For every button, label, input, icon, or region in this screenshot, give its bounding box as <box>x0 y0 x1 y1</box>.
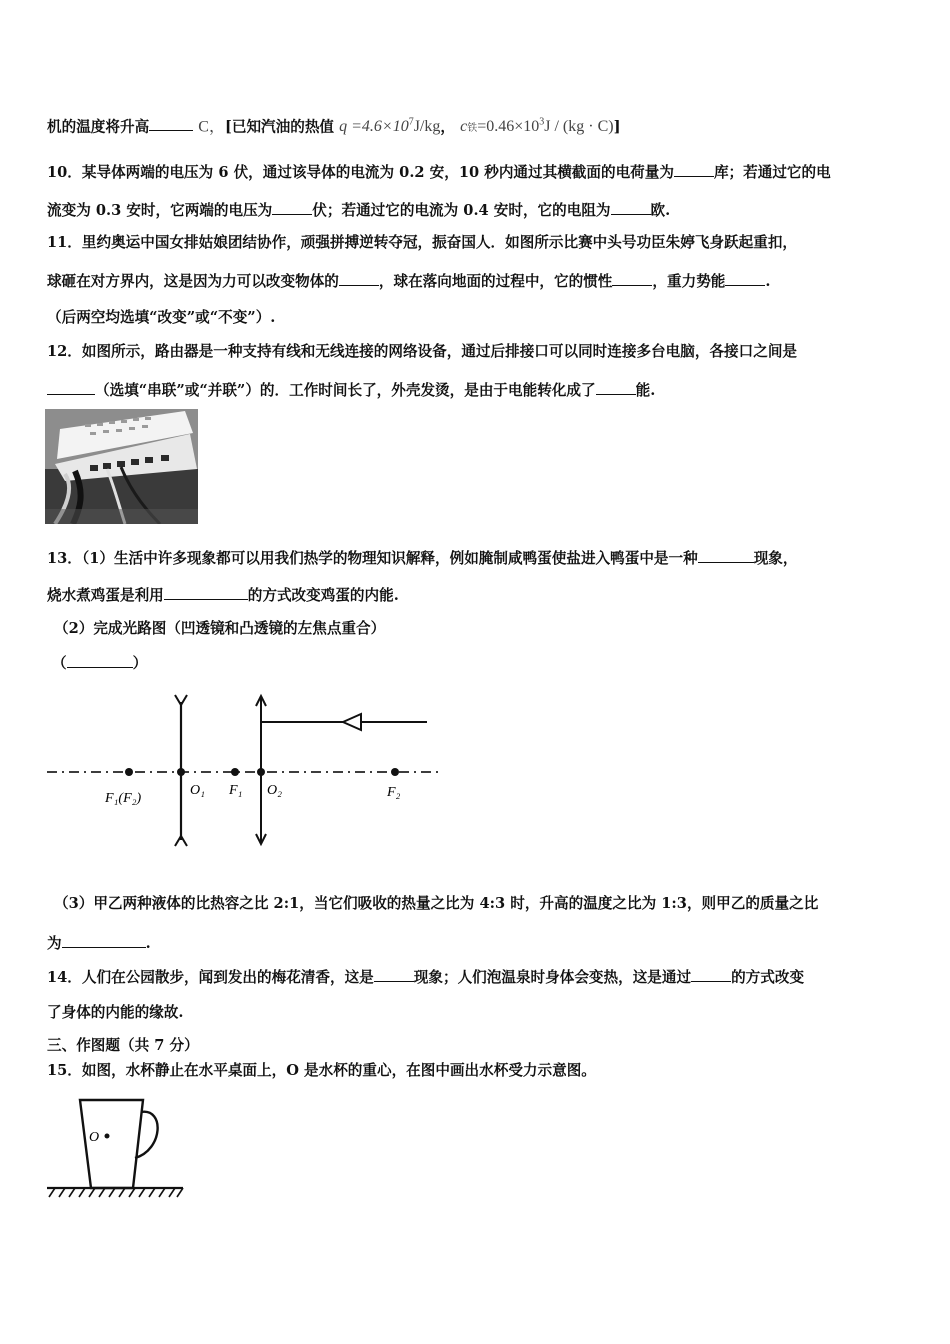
q13-line1: 13．（1）生活中许多现象都可以用我们热学的物理知识解释，例如腌制咸鸭蛋使盐进入鸭蛋中是一种 现象， <box>47 550 798 567</box>
q10-line1: 10．某导体两端的电压为 6 伏，通过该导体的电流为 0.2 安，10 秒内通过其横截面的电荷量为 库；若通过它的电 <box>47 164 831 181</box>
lens-diagram <box>45 690 445 850</box>
label-f1f2: F₁(F₂) <box>105 791 142 806</box>
label-o2: O₂ <box>267 783 282 798</box>
label-f1: F₁ <box>229 783 243 798</box>
q13-line2: 烧水煮鸡蛋是利用 的方式改变鸡蛋的内能. <box>47 587 399 604</box>
q14-blank-phenomenon[interactable] <box>374 967 414 982</box>
q11-line3: （后两空均选填“改变”或“不变”）. <box>47 309 276 326</box>
router-photo <box>45 409 198 524</box>
q9-line: 机的温度将升高 C，[已知汽油的热值 $q =4.6\times 10^7J/kg$， c铁$=0.46\times 10^3J / (kg \cdot C)$] <box>47 117 621 136</box>
point-f2 <box>391 768 399 776</box>
q10-line2: 流变为 0.3 安时，它两端的电压为 伏；若通过它的电流为 0.4 安时，它的电阻为 欧. <box>47 202 671 219</box>
table-surface <box>47 1188 183 1197</box>
q9-q-formula: $q =4.6\times 10^7J/kg$ <box>339 117 441 136</box>
cup-diagram <box>45 1092 190 1202</box>
q13-answer-blank[interactable] <box>67 653 133 668</box>
point-o2 <box>257 768 265 776</box>
section-title: 三、作图题（共 7 分） <box>47 1037 199 1054</box>
q14-line2: 了身体的内能的缘故. <box>47 1004 184 1021</box>
router-photo-svg <box>45 409 198 524</box>
q11-blank-inertia[interactable] <box>612 271 652 286</box>
q9-text: 机的温度将升高 <box>47 118 150 136</box>
q9-c-formula: c铁$=0.46\times 10^3J / (kg \cdot C)$ <box>460 117 614 136</box>
lens-diagram-svg <box>45 690 445 850</box>
q13-line4: （ ） <box>52 655 148 672</box>
label-f2: F₂ <box>387 785 401 800</box>
q13-blank-method[interactable] <box>164 585 248 600</box>
q10-blank-resistance[interactable] <box>611 200 651 215</box>
q14-blank-method[interactable] <box>691 967 731 982</box>
q12-line1: 12．如图所示，路由器是一种支持有线和无线连接的网络设备，通过后排接口可以同时连接多台电脑，各接口之间是 <box>47 343 798 360</box>
q13-blank-phenomenon[interactable] <box>698 548 754 563</box>
q13-blank-mass-ratio[interactable] <box>62 933 146 948</box>
q15-line1: 15．如图，水杯静止在水平桌面上，O 是水杯的重心，在图中画出水杯受力示意图。 <box>47 1062 596 1079</box>
q13-line3: （2）完成光路图（凹透镜和凸透镜的左焦点重合） <box>54 620 386 637</box>
q10-blank-charge[interactable] <box>674 162 714 177</box>
q11-blank-motion[interactable] <box>339 271 379 286</box>
label-o1: O₁ <box>190 783 205 798</box>
q12-blank-energy[interactable] <box>596 380 636 395</box>
q10-blank-voltage[interactable] <box>272 200 312 215</box>
q11-blank-energy[interactable] <box>725 271 765 286</box>
point-f1f2 <box>125 768 133 776</box>
q9-given: [已知汽油的热值 <box>224 118 335 136</box>
q11-line1: 11．里约奥运中国女排姑娘团结协作，顽强拼搏逆转夺冠，振奋国人．如图所示比赛中头号功臣朱婷飞身跃起重扣， <box>47 234 798 251</box>
q14-line1: 14．人们在公园散步，闻到发出的梅花清香，这是 现象；人们泡温泉时身体会变热，这是通过 的方式改变 <box>47 969 805 986</box>
center-of-gravity <box>105 1134 110 1139</box>
point-f1 <box>231 768 239 776</box>
q9-unit: C， <box>198 118 225 136</box>
q13-line6: 为 . <box>47 935 151 952</box>
label-o: O <box>89 1130 100 1145</box>
q12-blank-connection[interactable] <box>47 380 95 395</box>
q9-blank-temperature[interactable] <box>149 116 193 131</box>
q11-line2: 球砸在对方界内，这是因为力可以改变物体的 ，球在落向地面的过程中，它的惯性 ，重力势能 . <box>47 273 771 290</box>
cup-diagram-svg <box>45 1092 190 1202</box>
q13-line5: （3）甲乙两种液体的比热容之比 2:1，当它们吸收的热量之比为 4:3 时，升高的温度之比为 1:3，则甲乙的质量之比 <box>54 895 819 912</box>
incident-ray <box>261 714 427 730</box>
q12-line2: （选填“串联”或“并联”）的．工作时间长了，外壳发烫，是由于电能转化成了 能. <box>47 380 655 400</box>
point-o1 <box>177 768 185 776</box>
